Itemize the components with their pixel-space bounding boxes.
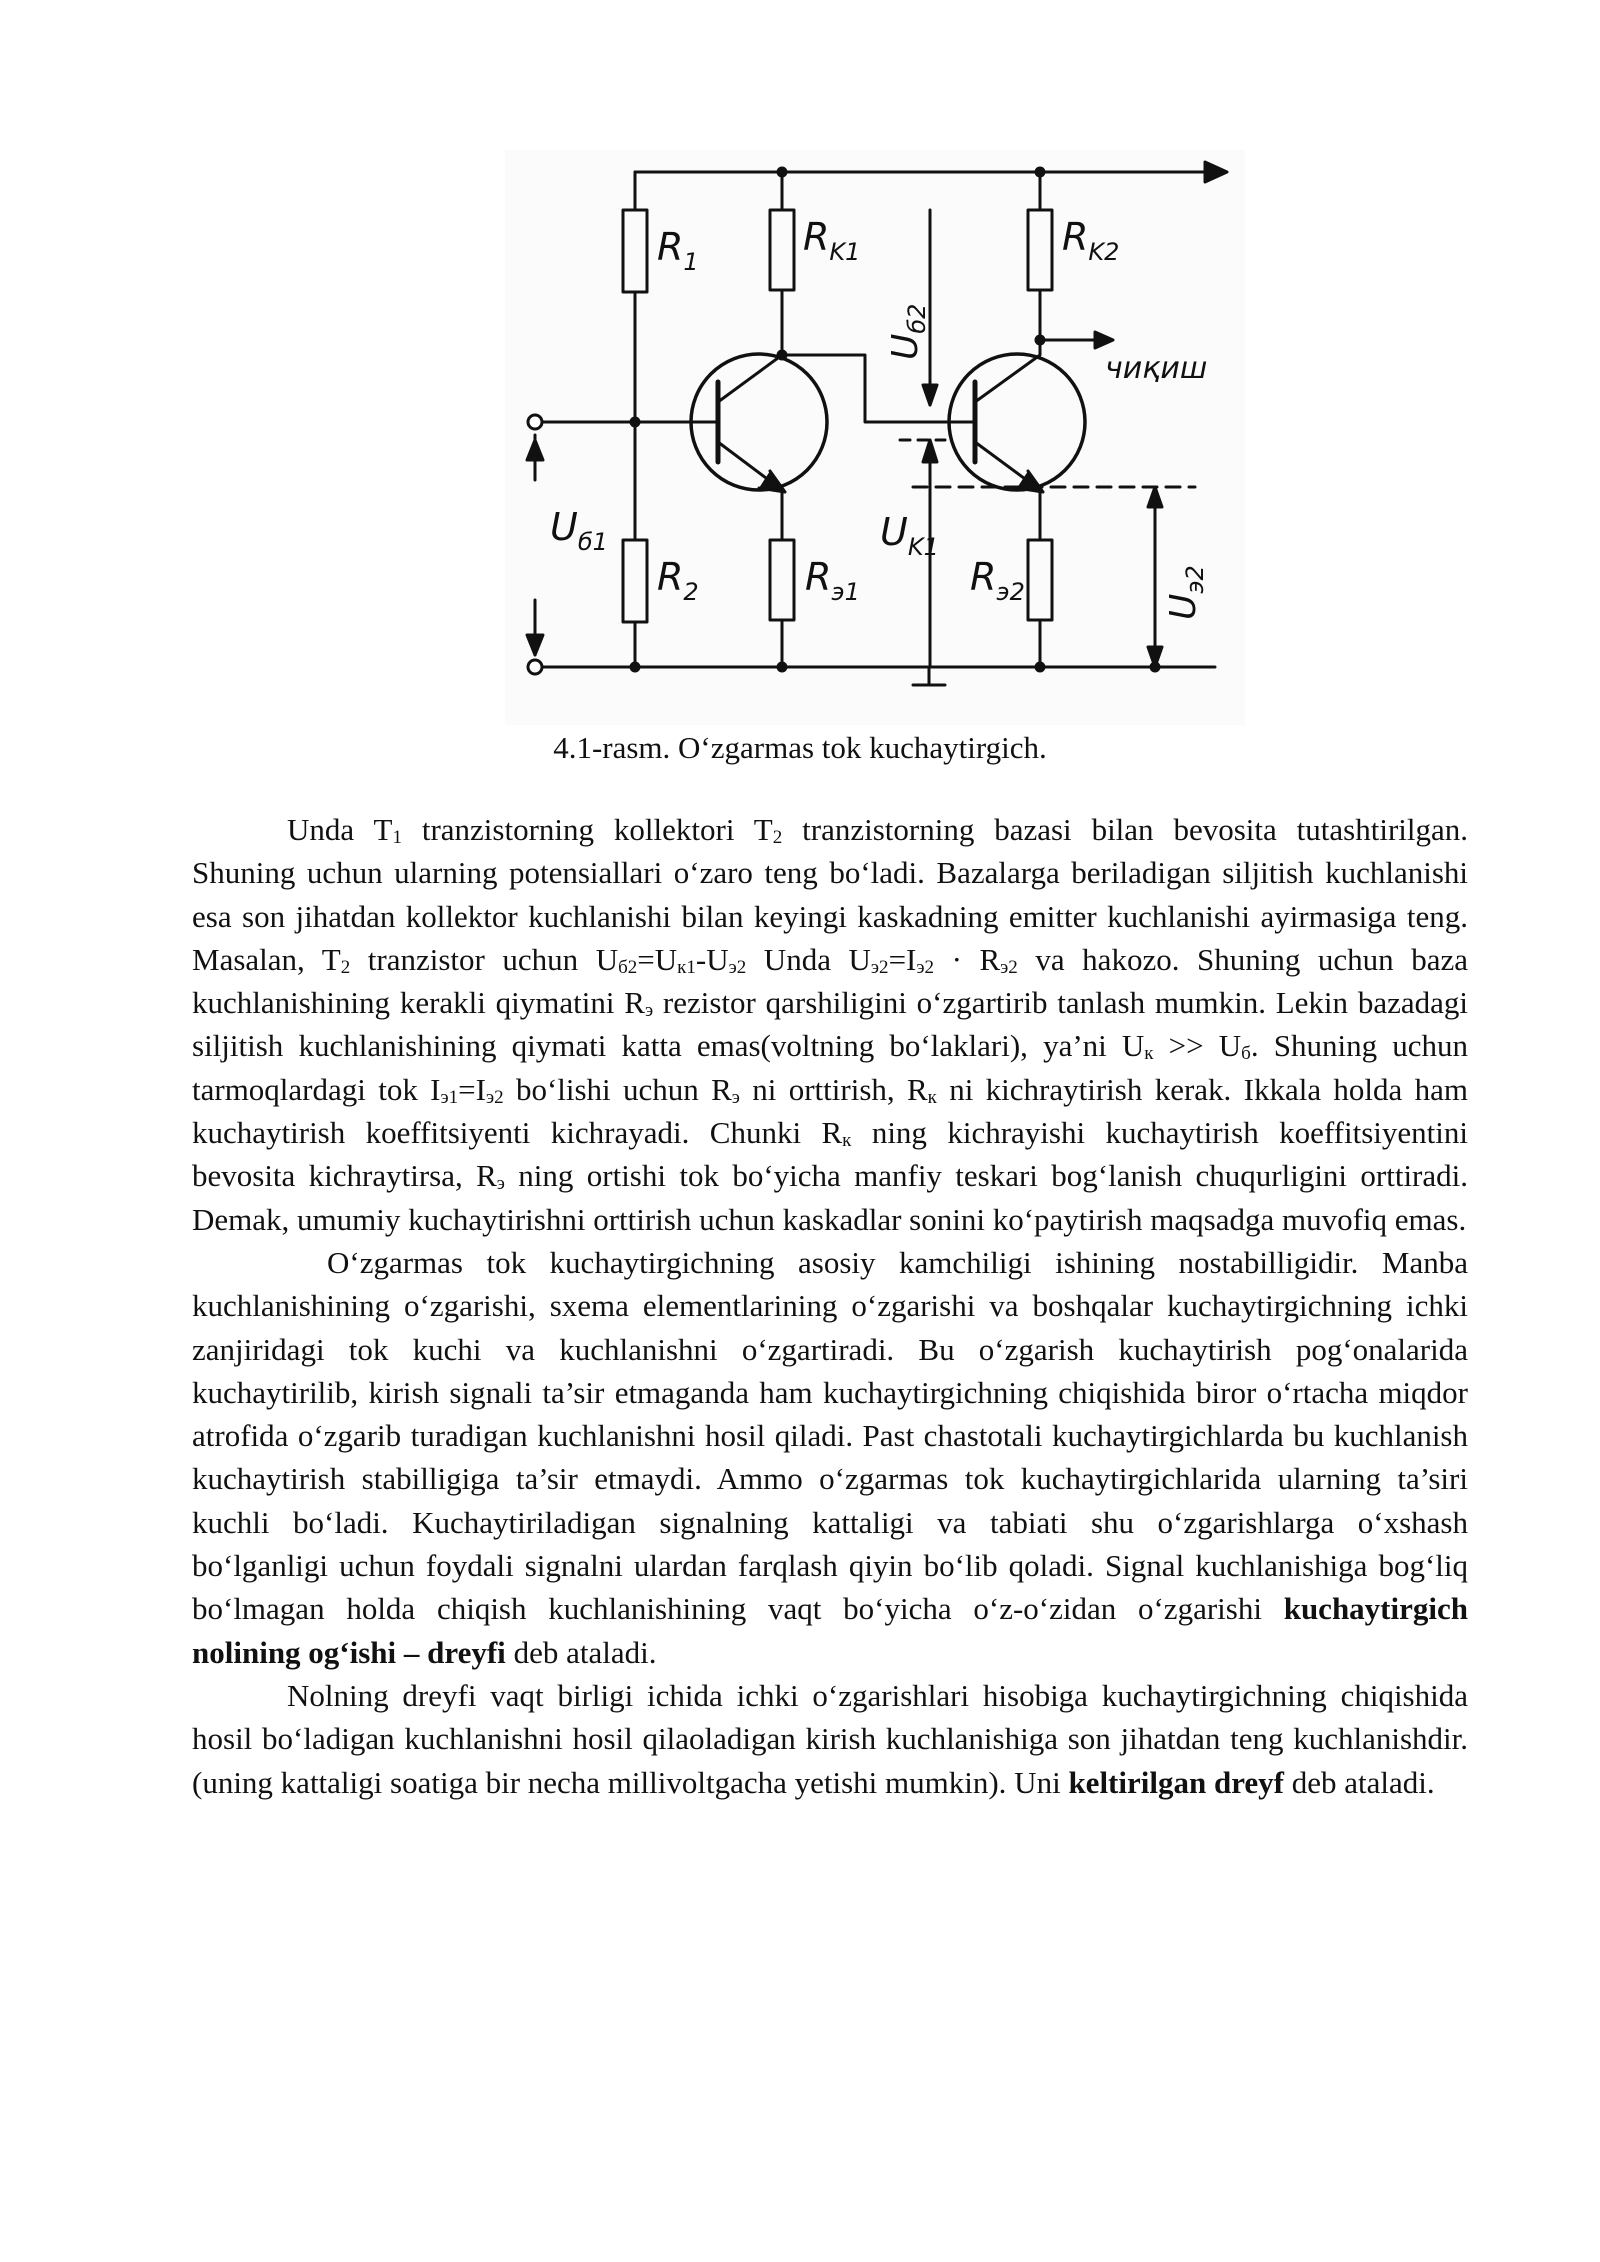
label-r2: $R_2$ [657,555,699,606]
term-zero-drift: kuchaytirgich nolining og‘ishi – dreyfi [192,1591,1468,1670]
dc-amplifier-schematic [505,150,1245,725]
circuit-diagram [505,150,1245,725]
label-re1: $R_{э1}$ [805,555,860,606]
label-r1: $R_1$ [657,225,699,276]
input-terminal-top [528,415,542,429]
label-ub2: $U_{б2}$ [885,303,931,360]
label-rk1: $R_{K1}$ [803,215,861,266]
term-reduced-drift: keltirilgan dreyf [1068,1764,1284,1800]
label-ub1: $U_{б1}$ [550,505,608,556]
input-terminal-bottom [528,660,542,674]
figure-caption: 4.1-rasm. O‘zgarmas tok kuchaytirgich. [553,730,1047,765]
label-uk1: $U_{K1}$ [880,510,939,561]
label-ue2: $U_{э2}$ [1163,565,1209,620]
label-re2: $R_{э2}$ [970,555,1025,606]
paragraph-2: O‘zgarmas tok kuchaytirgichning asosiy kamchiligi ishining nostabilligidir. Manba kuchlanishining o‘zgarishi, sxema elementlarining o‘zgarishi va boshqalar kuchaytirgichning ichki zanjiridagi tok kuchi va kuchlanishni o‘zgartiradi. Bu o‘zgarish kuchaytirish pog‘onalarida kuchaytirilib, kirish signali ta’sir etmaganda ham kuchaytirgichning chiqishida biror o‘rtacha miqdor atrofida o‘zgarib turadigan kuchlanishni hosil qiladi. Past chastotali kuchaytirgichlarda bu kuchlanish kuchaytirish stabilligiga ta’sir etmaydi. Ammo o‘zgarmas tok kuchaytirgichlarida ularning ta’siri kuchli bo‘ladi. Kuchaytiriladigan signalning kattaligi va tabiati shu o‘zgarishlarga o‘xshash bo‘lganligi uchun foydali signalni ulardan farqlash qiyin bo‘lib qoladi. Signal kuchlanishiga bog‘liq bo‘lmagan holda chiqish kuchlanishining vaqt bo‘yicha o‘z-o‘zidan o‘zgarishi kuchaytirgich nolining og‘ishi – dreyfi deb ataladi. [192,1244,1468,1670]
label-output: чиқиш [1105,351,1208,386]
body-text [192,808,1468,1804]
label-rk2: $R_{K2}$ [1062,215,1120,266]
paragraph-3: Nolning dreyfi vaqt birligi ichida ichki o‘zgarishlari hisobiga kuchaytirgichning chiqishida hosil bo‘ladigan kuchlanishni hosil qilaoladigan kirish kuchlanishiga son jihatdan teng kuchlanishdir.(uning kattaligi soatiga bir necha millivoltgacha yetishi mumkin). Uni keltirilgan dreyf deb ataladi. [192,1677,1468,1800]
paragraph-1: Unda $T_1$ tranzistorning kollektori $T_2$ tranzistorning bazasi bilan bevosita tutashtirilgan. Shuning uchun ularning potensiallari o‘zaro teng bo‘ladi. Bazalarga beriladigan siljitish kuchlanishi esa son jihatdan kollektor kuchlanishi bilan keyingi kaskadning emitter kuchlanishi ayirmasiga teng. Masalan, $T_2$ tranzistor uchun $U_{б2}=U_{к1}-U_{э2}$ Unda $U_{э2}=I_{э2} \cdot R_{э2}$ va hakozo. Shuning uchun baza kuchlanishining kerakli qiymatini $R_э$ rezistor qarshiligini o‘zgartirib tanlash mumkin. Lekin bazadagi siljitish kuchlanishining qiymati katta emas(voltning bo‘laklari), ya’ni $U_к >> U_б$. Shuning uchun tarmoqlardagi tok $I_{э1}=I_{э2}$ bo‘lishi uchun $R_э$ ni orttirish, $R_к$ ni kichraytirish kerak. Ikkala holda ham kuchaytirish koeffitsiyenti kichrayadi. Chunki $R_к$ ning kichrayishi kuchaytirish koeffitsiyentini bevosita kichraytirsa, $R_э$ ning ortishi tok bo‘yicha manfiy teskari bog‘lanish chuqurligini orttiradi. Demak, umumiy kuchaytirishni orttirish uchun kaskadlar sonini ko‘paytirish maqsadga muvofiq emas. [192,812,1469,1237]
